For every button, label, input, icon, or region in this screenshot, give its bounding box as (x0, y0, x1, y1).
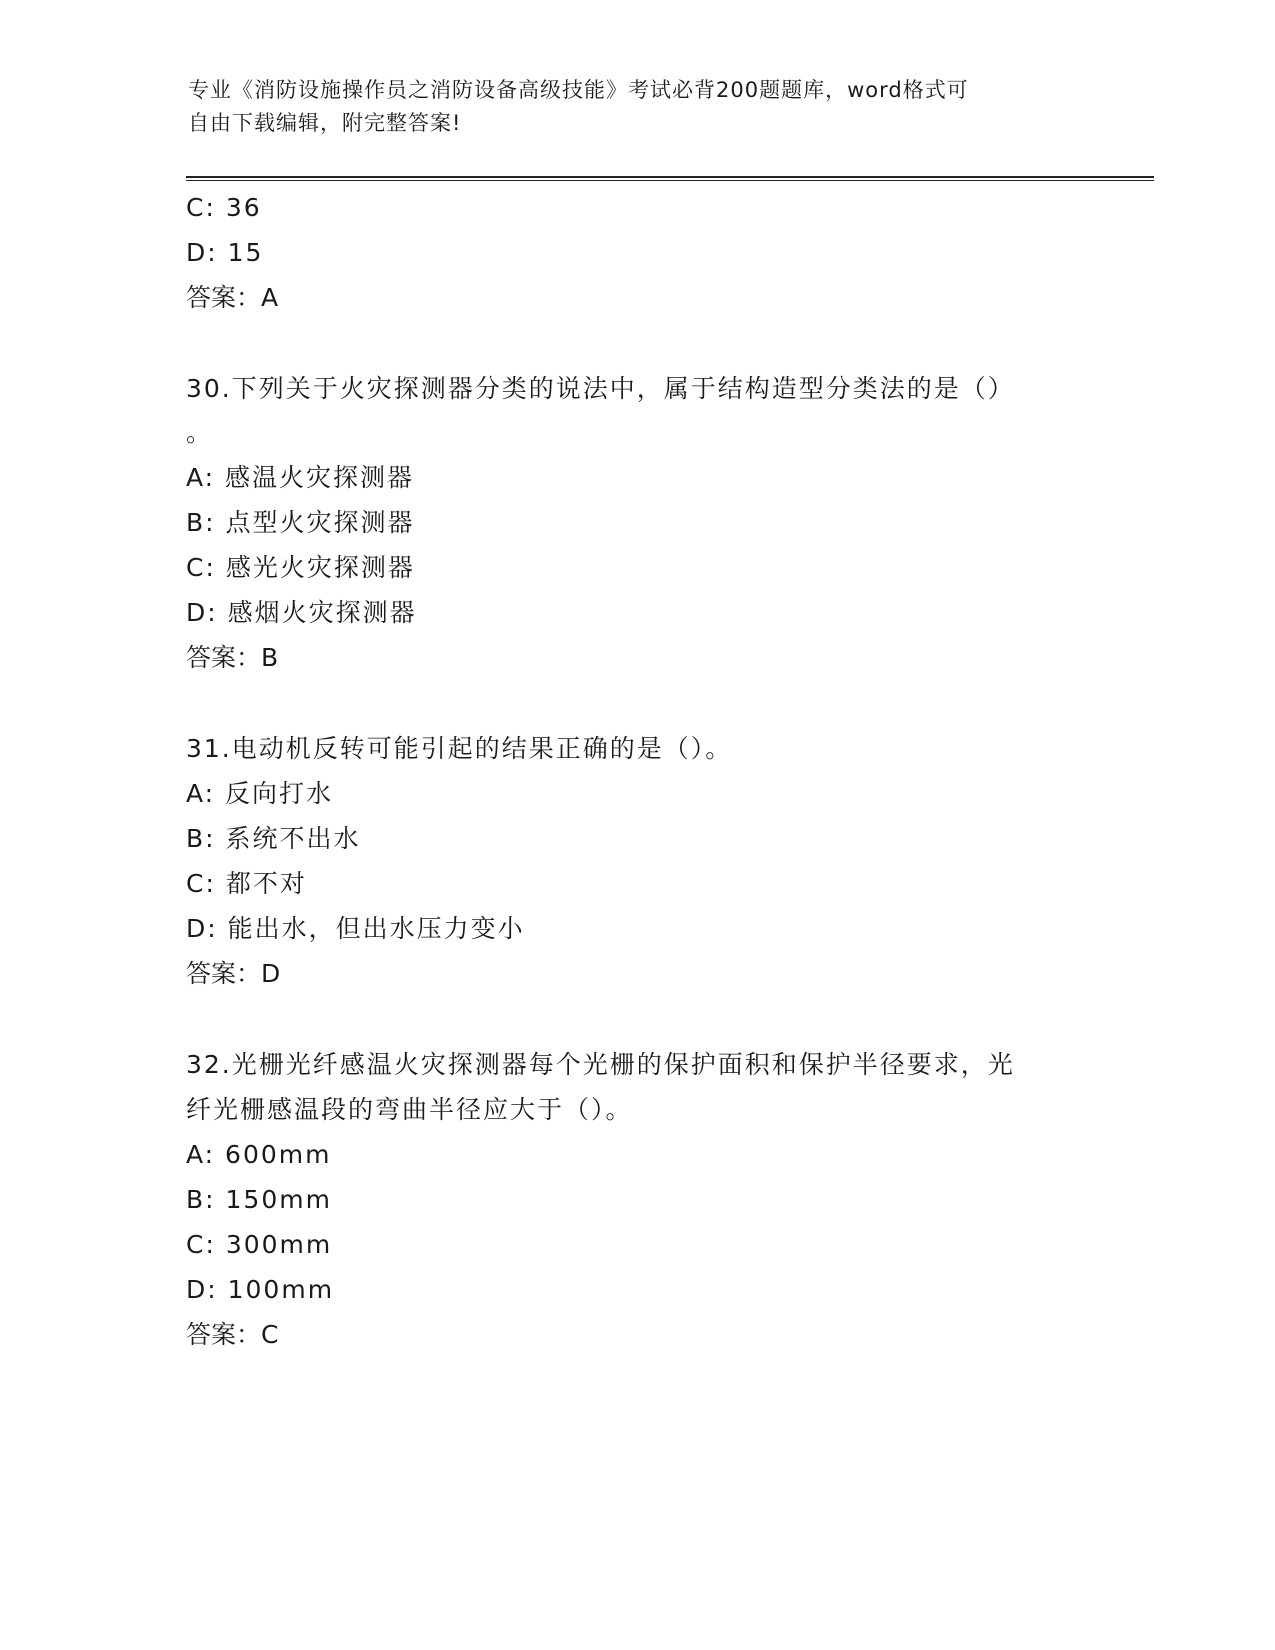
q32-stem-line1: 32.光栅光纤感温火灾探测器每个光栅的保护面积和保护半径要求，光 (186, 1050, 1015, 1079)
q30-option-a: A: 感温火灾探测器 (186, 463, 415, 492)
q32-option-b: B: 150mm (186, 1185, 332, 1214)
q32-option-d: D: 100mm (186, 1275, 335, 1304)
q31-option-b: B: 系统不出水 (186, 824, 361, 853)
q32-option-c: C: 300mm (186, 1230, 333, 1259)
q30-option-d: D: 感烟火灾探测器 (186, 598, 417, 627)
q31-answer: 答案：D (186, 959, 281, 988)
header-divider (186, 176, 1154, 181)
prev-option-d: D: 15 (186, 238, 264, 267)
q30-answer: 答案：B (186, 643, 279, 672)
prev-answer: 答案：A (186, 283, 279, 312)
header-title-line1: 专业《消防设施操作员之消防设备高级技能》考试必背200题题库，word格式可 (188, 78, 969, 102)
q32-option-a: A: 600mm (186, 1140, 332, 1169)
q30-stem-line2: 。 (186, 418, 214, 447)
q31-option-a: A: 反向打水 (186, 779, 334, 808)
q31-option-c: C: 都不对 (186, 869, 307, 898)
prev-option-c: C: 36 (186, 193, 262, 222)
document-header (188, 74, 1088, 140)
q31-option-d: D: 能出水，但出水压力变小 (186, 914, 525, 943)
header-title-line2: 自由下载编辑，附完整答案! (188, 111, 462, 135)
q30-option-b: B: 点型火灾探测器 (186, 508, 415, 537)
q30-option-c: C: 感光火灾探测器 (186, 553, 415, 582)
q31-stem-line1: 31.电动机反转可能引起的结果正确的是（）。 (186, 734, 733, 763)
q32-stem-line2: 纤光栅感温段的弯曲半径应大于（）。 (186, 1095, 633, 1124)
q32-answer: 答案：C (186, 1320, 279, 1349)
q30-stem-line1: 30.下列关于火灾探测器分类的说法中，属于结构造型分类法的是（） (186, 374, 1015, 403)
